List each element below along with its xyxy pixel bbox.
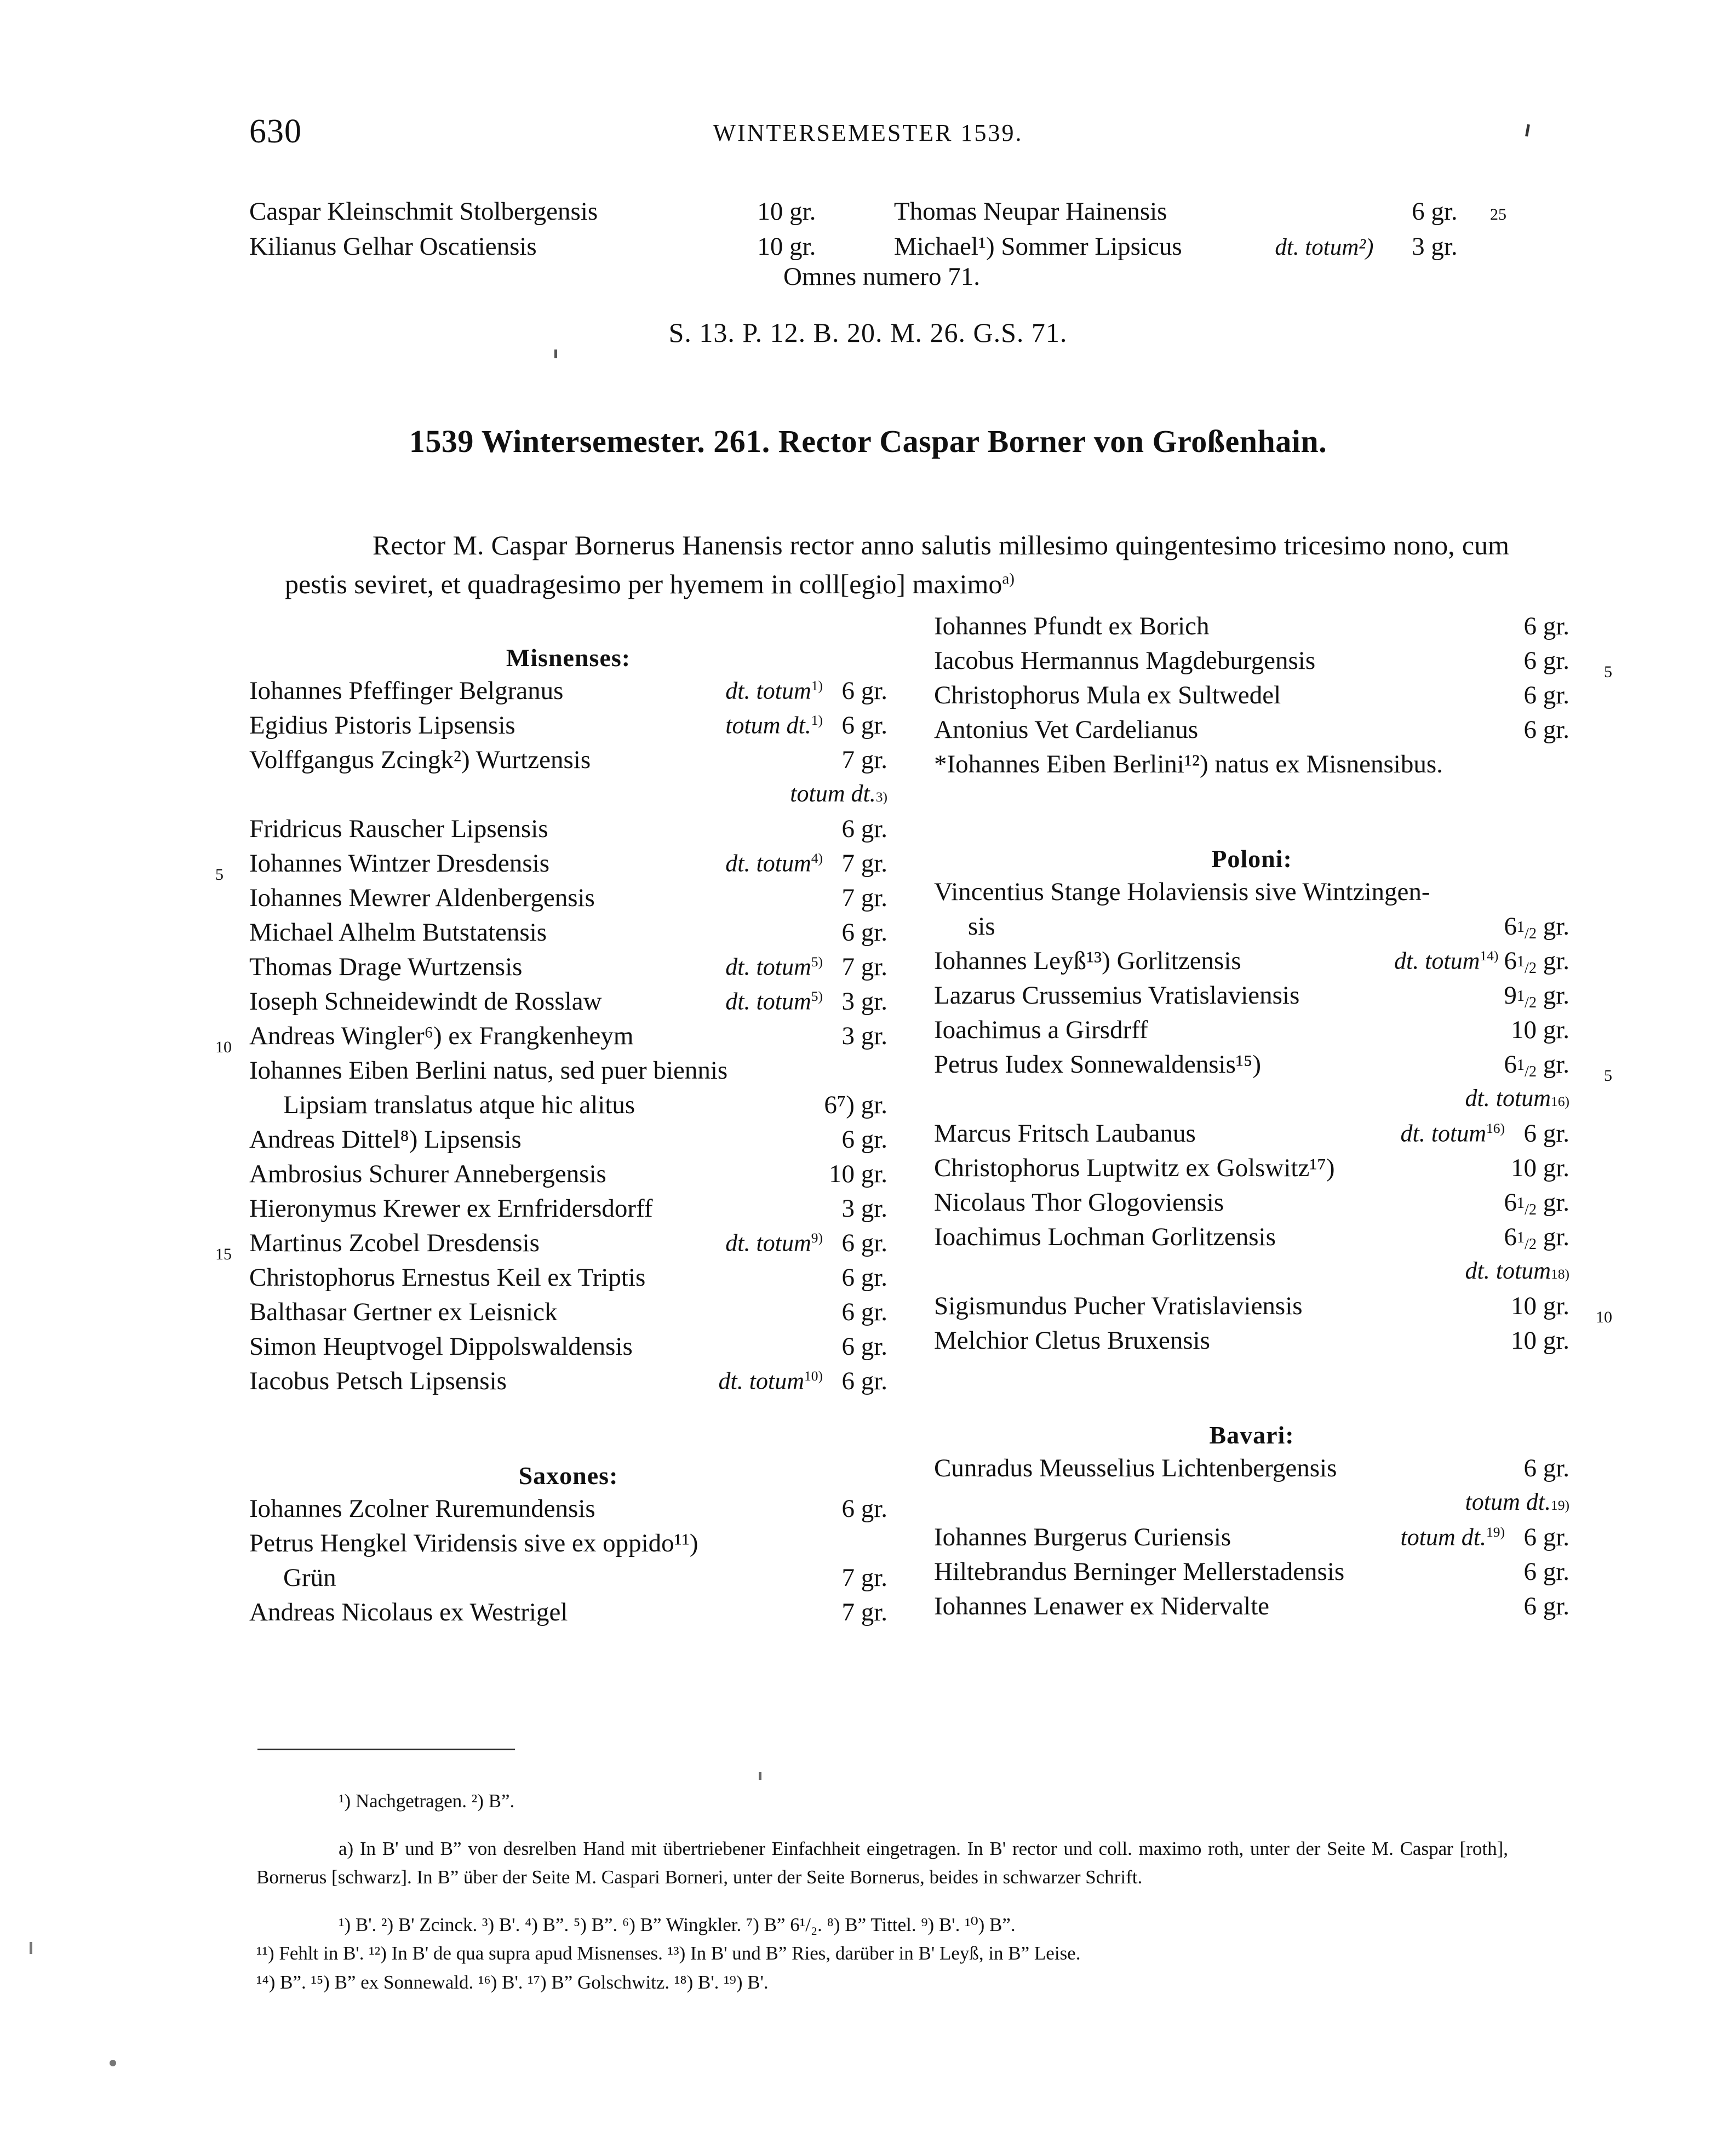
matriculation-entry [934,1190,1569,1224]
matriculation-entry [249,678,887,713]
student-name: Iohannes Lenawer ex Nidervalte [934,1592,1270,1620]
intro-footnote-marker: a) [1002,570,1015,588]
line-number: 5 [1604,1067,1612,1085]
nation-heading-bavari: Bavari: [1209,1421,1294,1449]
student-fee: 7 gr. [841,849,887,878]
matriculation-entry [249,747,887,782]
matriculation-entry [249,816,887,851]
matriculation-entry [215,1022,887,1058]
matriculation-entry [249,1600,887,1634]
student-name: Iohannes Leyß¹³) Gorlitzensis [934,947,1241,975]
nation-heading-saxones: Saxones: [518,1462,618,1490]
student-fee: 6 gr. [841,918,887,947]
entry-continuation-row [249,1565,887,1600]
section-heading: 1539 Wintersemester. 261. Rector Caspar Borner von Großenhain. [409,423,1327,459]
matriculation-entry [249,1299,887,1334]
student-fee: 7 gr. [841,953,887,981]
student-fee: 10 gr. [1510,1292,1569,1320]
matriculation-entry [934,752,1569,786]
matriculation-entry [249,920,887,954]
student-fee: 6 gr. [841,1367,887,1395]
student-name: Iohannes Pfeffinger Belgranus [249,677,564,705]
student-name-left: Caspar Kleinschmit Stolbergensis [249,197,598,226]
student-name: Iacobus Hermannus Magdeburgensis [934,646,1316,675]
student-fee: 6 gr. [841,677,887,705]
matriculation-entry [934,1292,1612,1328]
continuation-note-line: dt. totum 16) [1465,1085,1569,1112]
student-fee: 6 gr. [841,1494,887,1523]
matriculation-entry [934,1050,1612,1086]
matriculation-entry [249,989,887,1023]
footnote-marker: 16) [1486,1120,1505,1137]
student-fee: 6 gr. [1523,1557,1569,1586]
student-name: Ioachimus a Girsdrff [934,1016,1148,1044]
student-name: Ambrosius Schurer Annebergensis [249,1160,606,1188]
footnote-marker: 1) [811,678,823,694]
student-name: Egidius Pistoris Lipsensis [249,711,515,740]
student-name: Iohannes Pfundt ex Borich [934,612,1210,640]
footnote-top-notes: ¹) Nachgetragen. ²) B”. [339,1790,515,1812]
payment-note: totum dt.$^{19)}$ [1400,1524,1505,1551]
footnotes-block [256,1787,1508,1997]
student-fee-left: 10 gr. [757,197,816,226]
matriculation-entry [934,717,1569,752]
student-name: Volffgangus Zcingk²) Wurtzensis [249,746,591,774]
matriculation-entry [934,983,1569,1017]
student-fee: 10 gr. [1510,1154,1569,1182]
student-fee: 61/2 gr. [1504,1188,1569,1219]
matriculation-entry [249,1058,887,1092]
payment-note: dt. totum$^{5)}$ [725,954,823,981]
student-fee: 91/2 gr. [1504,981,1569,1012]
matriculation-entry [934,683,1569,717]
student-fee: 3 gr. [841,1194,887,1223]
student-name: Andreas Nicolaus ex Westrigel [249,1598,568,1626]
student-name: Christophorus Ernestus Keil ex Triptis [249,1263,646,1292]
student-note-right: dt. totum²) [1275,234,1374,260]
matriculation-entry [249,954,887,989]
matriculation-entry [934,1456,1569,1490]
student-fee: 6 gr. [841,711,887,740]
matriculation-entry [934,879,1569,914]
student-name: Iohannes Eiben Berlini natus, sed puer biennis [249,1056,728,1085]
student-fee: 61/2 gr. [1504,1050,1569,1081]
intro-text: Rector M. Caspar Bornerus Hanensis rector anno salutis millesimo quingentesimo tricesimo nono, cum pestis seviret, et quadragesimo per hyemem in coll[egio] maximo [285,530,1509,599]
footnote-marker: 9) [811,1230,823,1246]
student-name: Iacobus Petsch Lipsensis [249,1367,507,1395]
student-fee: 61/2 gr. [1504,912,1569,943]
running-head [0,112,1736,151]
student-name: Christophorus Luptwitz ex Golswitz¹⁷) [934,1154,1335,1182]
matriculation-entry [249,1127,887,1161]
student-fee: 7 gr. [841,884,887,912]
student-name: Cunradus Meusselius Lichtenbergensis [934,1454,1337,1482]
student-name: Iohannes Mewrer Aldenbergensis [249,884,595,912]
line-number: 25 [1490,205,1506,224]
student-fee-right: 3 gr. [1412,232,1458,261]
student-fee: 6 gr. [841,1125,887,1154]
student-fee: 6 gr. [1523,1523,1569,1551]
student-name: Lazarus Crussemius Vratislaviensis [934,981,1300,1010]
scan-artifact-dot [554,350,557,358]
student-fee: 7 gr. [841,746,887,774]
footnote-marker: 16) [1550,1093,1569,1109]
student-fee: 61/2 gr. [1504,947,1569,977]
student-name: Fridricus Rauscher Lipsensis [249,815,548,843]
footnote-numbered-3: ¹⁴) B”. ¹⁵) B” ex Sonnewald. ¹⁶) B'. ¹⁷) B” Golschwitz. ¹⁸) B'. ¹⁹) B'. [256,1971,769,1993]
student-name: Melchior Cletus Bruxensis [934,1326,1210,1355]
footnote-marker: 5) [811,988,823,1005]
student-fee: 6 gr. [1523,1454,1569,1482]
payment-note: dt. totum$^{10)}$ [718,1368,823,1395]
matriculation-entry [934,1559,1569,1594]
student-name: Vincentius Stange Holaviensis sive Wintzingen- [934,878,1430,906]
line-number: 10 [1596,1308,1612,1326]
continuation-note-line: totum dt. 19) [1465,1488,1569,1515]
matriculation-entry [934,1328,1569,1362]
student-fee: 6 gr. [1523,715,1569,744]
left-column [215,614,887,1634]
student-name: Marcus Fritsch Laubanus [934,1119,1196,1148]
matriculation-entry [249,1496,887,1531]
footnote-marker: 5) [811,954,823,970]
payment-note: dt. totum$^{14)}$ [1394,948,1499,975]
matriculation-entry [249,713,887,747]
line-number: 5 [1604,663,1612,681]
student-name: Iohannes Burgerus Curiensis [934,1523,1231,1551]
nation-heading-misnenses: Misnenses: [506,644,631,672]
student-name: Balthasar Gertner ex Leisnick [249,1298,558,1326]
student-name: Nicolaus Thor Glogoviensis [934,1188,1224,1217]
student-fee: 6 gr. [841,815,887,843]
line-number: 15 [215,1245,232,1263]
footnote-numbered-2: ¹¹) Fehlt in B'. ¹²) In B' de qua supra apud Misnenses. ¹³) In B' und B” Ries, darüber in B' Leyß, in B” Leise. [256,1943,1081,1964]
footnote-separator-rule [257,1749,515,1750]
footnote-marker: 3) [875,789,887,805]
payment-note: dt. totum$^{16)}$ [1400,1120,1505,1147]
student-fee-right: 6 gr. [1412,197,1458,226]
student-fee: 10 gr. [1510,1016,1569,1044]
line-number: 5 [215,866,224,884]
matriculation-entry [249,1531,887,1565]
student-name: Antonius Vet Cardelianus [934,715,1199,744]
entry-continuation-row [934,914,1569,948]
student-fee: 6 gr. [841,1332,887,1361]
student-name: *Iohannes Eiben Berlini¹²) natus ex Misnensibus. [934,750,1443,778]
footnote-marker: 4) [811,850,823,867]
table-row [249,230,1506,265]
running-head-title: WINTERSEMESTER 1539. [713,119,1023,146]
student-fee: 7 gr. [841,1563,887,1592]
student-name: Christophorus Mula ex Sultwedel [934,681,1281,709]
footnote-a: a) In B' und B” von desrelben Hand mit übertriebener Einfachheit eingetragen. In B' rector und coll. maximo roth, unter der Seite M. Caspar [roth], Bornerus [schwarz]. In B” über der Seite M. Caspari Borneri, unter der Seite Bornerus, beides in schwarzer Schrift. [256,1837,1508,1888]
student-fee: 6 gr. [841,1263,887,1292]
matriculation-entry [934,1155,1569,1190]
matriculation-entry [934,646,1612,683]
matriculation-entry [934,1594,1569,1628]
student-name: Petrus Iudex Sonnewaldensis¹⁵) [934,1050,1262,1079]
footnote-marker: 1) [811,712,823,729]
student-fee: 6 gr. [1523,612,1569,640]
continuation-note-line: dt. totum 18) [1465,1257,1569,1284]
student-fee: 7 gr. [841,1598,887,1626]
student-name: Thomas Drage Wurtzensis [249,953,523,981]
footnote-numbered-1: ¹) B'. ²) B' Zcinck. ³) B'. ⁴) B”. ⁵) B”. ⁶) B” Wingkler. ⁷) B” 6¹/₂. ⁸) B” Tittel. ⁹) B'. ¹⁰) B”. [339,1914,1016,1935]
matriculation-entry [249,1196,887,1230]
student-name: Petrus Hengkel Viridensis sive ex oppido¹¹) [249,1529,698,1557]
page-folio-number: 630 [249,113,302,150]
student-name: Iohannes Wintzer Dresdensis [249,849,550,878]
student-name: Ioachimus Lochman Gorlitzensis [934,1223,1276,1251]
omnes-numero-total: Omnes numero 71. [783,262,980,291]
matriculation-entry [934,1224,1569,1259]
student-fee: 10 gr. [828,1160,887,1188]
student-fee: 10 gr. [1510,1326,1569,1355]
student-name: Ioseph Schneidewindt de Rosslaw [249,987,602,1016]
matriculation-entry [934,1017,1569,1052]
student-fee: 6 gr. [1523,681,1569,709]
student-fee-left: 10 gr. [757,232,816,261]
footnote-marker: 14) [1480,948,1499,964]
nation-heading-poloni: Poloni: [1211,845,1292,873]
student-name: Andreas Wingler⁶) ex Frangkenheym [249,1022,634,1050]
table-row [249,194,1506,230]
student-name-wrapped: Grün [283,1563,336,1592]
continuation-note-line: totum dt. 3) [790,780,887,807]
student-fee: 61/2 gr. [1504,1223,1569,1253]
student-name: Martinus Zcobel Dresdensis [249,1229,540,1257]
matriculation-entry [934,614,1569,648]
matriculation-entry [249,1368,887,1403]
student-name-right: Michael¹) Sommer Lipsicus [893,232,1182,261]
student-fee: 6⁷) gr. [824,1091,887,1119]
student-fee: 6 gr. [1523,1592,1569,1620]
student-name-wrapped: Lipsiam translatus atque hic alitus [283,1091,635,1119]
right-column [934,612,1612,1628]
payment-note: dt. totum$^{4)}$ [725,850,823,877]
student-fee: 6 gr. [841,1229,887,1257]
student-name: Michael Alhelm Butstatensis [249,918,547,947]
student-name-left: Kilianus Gelhar Oscatiensis [249,232,537,261]
matriculation-entry [215,1229,887,1265]
payment-note: dt. totum$^{1)}$ [725,678,823,704]
matriculation-entry [249,885,887,920]
student-fee: 6 gr. [841,1298,887,1326]
payment-note: totum dt.$^{1)}$ [725,712,823,739]
matriculation-entry [249,1265,887,1299]
scan-artifact-dot [30,1942,32,1954]
footnote-marker: 19) [1550,1497,1569,1513]
student-fee: 6 gr. [1523,646,1569,675]
student-name: Hieronymus Krewer ex Ernfridersdorff [249,1194,653,1223]
student-name-wrapped: sis [968,912,995,941]
student-name: Simon Heuptvogel Dippolswaldensis [249,1332,633,1361]
line-number: 10 [215,1038,232,1056]
student-name: Iohannes Zcolner Ruremundensis [249,1494,595,1523]
nation-summary-line: S. 13. P. 12. B. 20. M. 26. G.S. 71. [668,317,1068,348]
scan-artifact-dot [759,1772,761,1780]
footnote-marker: 18) [1550,1266,1569,1282]
footnote-marker: 10) [804,1368,823,1384]
matriculation-entry [934,1121,1569,1155]
student-name-right: Thomas Neupar Hainensis [893,197,1167,226]
matriculation-entry [215,849,887,885]
matriculation-entry [934,1525,1569,1559]
footnote-marker: 19) [1486,1524,1505,1540]
student-fee: 3 gr. [841,1022,887,1050]
payment-note: dt. totum$^{5)}$ [725,988,823,1015]
student-fee: 6 gr. [1523,1119,1569,1148]
matriculation-entry [249,1161,887,1196]
entry-continuation-row [249,1092,887,1127]
student-name: Sigismundus Pucher Vratislaviensis [934,1292,1303,1320]
rector-intro-paragraph [285,526,1509,604]
matriculation-entry [249,1334,887,1368]
matriculation-entry [934,948,1569,983]
student-fee: 3 gr. [841,987,887,1016]
payment-note: dt. totum$^{9)}$ [725,1230,823,1257]
top-continuation-table [249,194,1506,265]
student-name: Hiltebrandus Berninger Mellerstadensis [934,1557,1345,1586]
student-name: Andreas Dittel⁸) Lipsensis [249,1125,522,1154]
scan-artifact-dot [110,2060,116,2066]
